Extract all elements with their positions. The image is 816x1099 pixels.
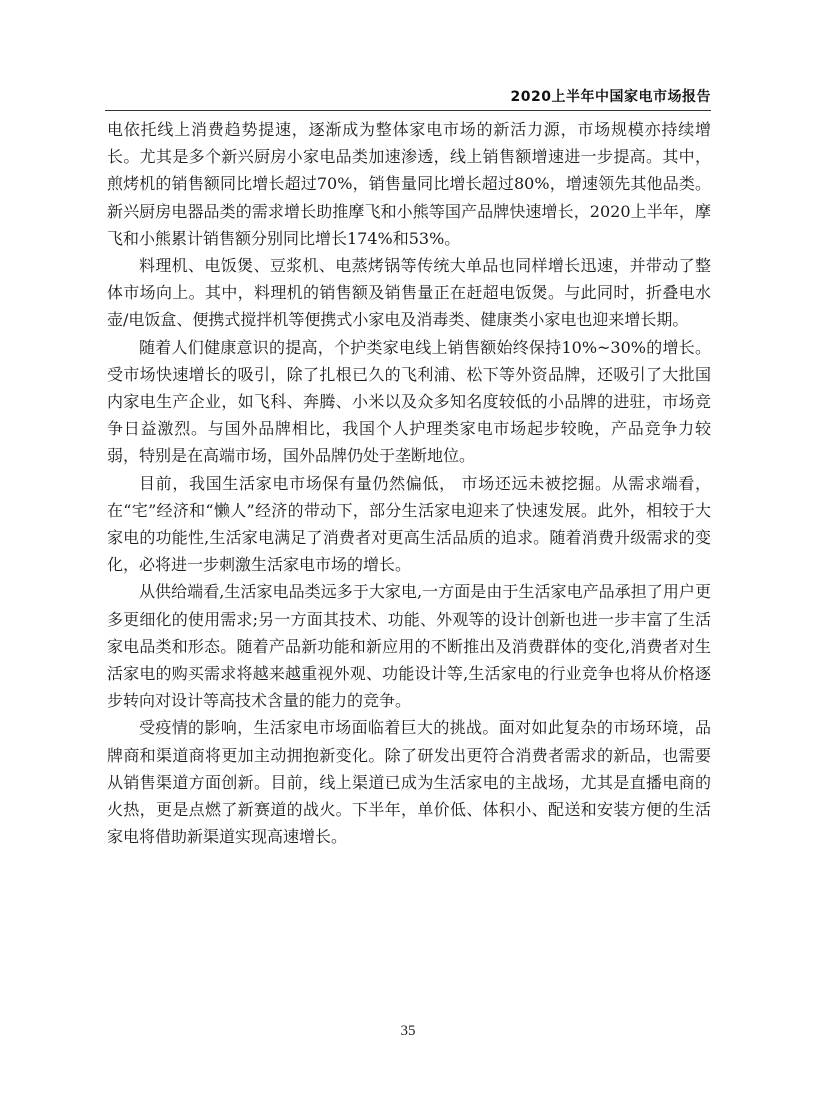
paragraph-1: 电依托线上消费趋势提速，逐渐成为整体家电市场的新活力源，市场规模亦持续增长。尤其是多个新兴厨房小家电品类加速渗透，线上销售额增速进一步提高。其中，煎烤机的销售额同比增长超过70%，销售量同比增长超过80%，增速领先其他品类。新兴厨房电器品类的需求增长助推摩飞和小熊等国产品牌快速增长，2020上半年，摩飞和小熊累计销售额分别同比增长174%和53%。 bbox=[107, 120, 711, 248]
header-rule bbox=[105, 110, 711, 111]
paragraph-5: 从供给端看,生活家电品类远多于大家电,一方面是由于生活家电产品承担了用户更多更细化的使用需求;另一方面其技术、功能、外观等的设计创新也进一步丰富了生活家电品类和形态。随着产品新功能和新应用的不断推出及消费群体的变化,消费者对生活家电的购买需求将越来越重视外观、功能设计等,生活家电的行业竞争也将从价格逐步转向对设计等高技术含量的能力的竞争。 bbox=[107, 582, 711, 711]
paragraph-3: 随着人们健康意识的提高，个护类家电线上销售额始终保持10%~30%的增长。受市场快速增长的吸引，除了扎根已久的飞利浦、松下等外资品牌，还吸引了大批国内家电生产企业，如飞科、奔腾、小米以及众多知名度较低的小品牌的进驻，市场竞争日益激烈。与国外品牌相比，我国个人护理类家电市场起步较晚，产品竞争力较弱，特别是在高端市场，国外品牌仍处于垄断地位。 bbox=[107, 337, 711, 466]
body-text bbox=[107, 116, 711, 850]
running-header-title: 2020上半年中国家电市场报告 bbox=[510, 89, 711, 105]
paragraph-6: 受疫情的影响，生活家电市场面临着巨大的挑战。面对如此复杂的市场环境，品牌商和渠道商将更加主动拥抱新变化。除了研发出更符合消费者需求的新品，也需要从销售渠道方面创新。目前，线上渠道已成为生活家电的主战场，尤其是直播电商的火热，更是点燃了新赛道的战火。下半年，单价低、体积小、配送和安装方便的生活家电将借助新渠道实现高速增长。 bbox=[107, 718, 711, 847]
page-number: 35 bbox=[400, 1023, 416, 1039]
paragraph-2: 料理机、电饭煲、豆浆机、电蒸烤锅等传统大单品也同样增长迅速，并带动了整体市场向上。其中，料理机的销售额及销售量正在赶超电饭煲。与此同时，折叠电水壶/电饭盒、便携式搅拌机等便携式小家电及消毒类、健康类小家电也迎来增长期。 bbox=[107, 256, 711, 330]
paragraph-4: 目前，我国生活家电市场保有量仍然偏低， 市场还远未被挖掘。从需求端看，在“宅”经济和“懒人”经济的带动下，部分生活家电迎来了快速发展。此外，相较于大家电的功能性,生活家电满足了消费者对更高生活品质的追求。随着消费升级需求的变化，必将进一步刺激生活家电市场的增长。 bbox=[107, 473, 711, 575]
